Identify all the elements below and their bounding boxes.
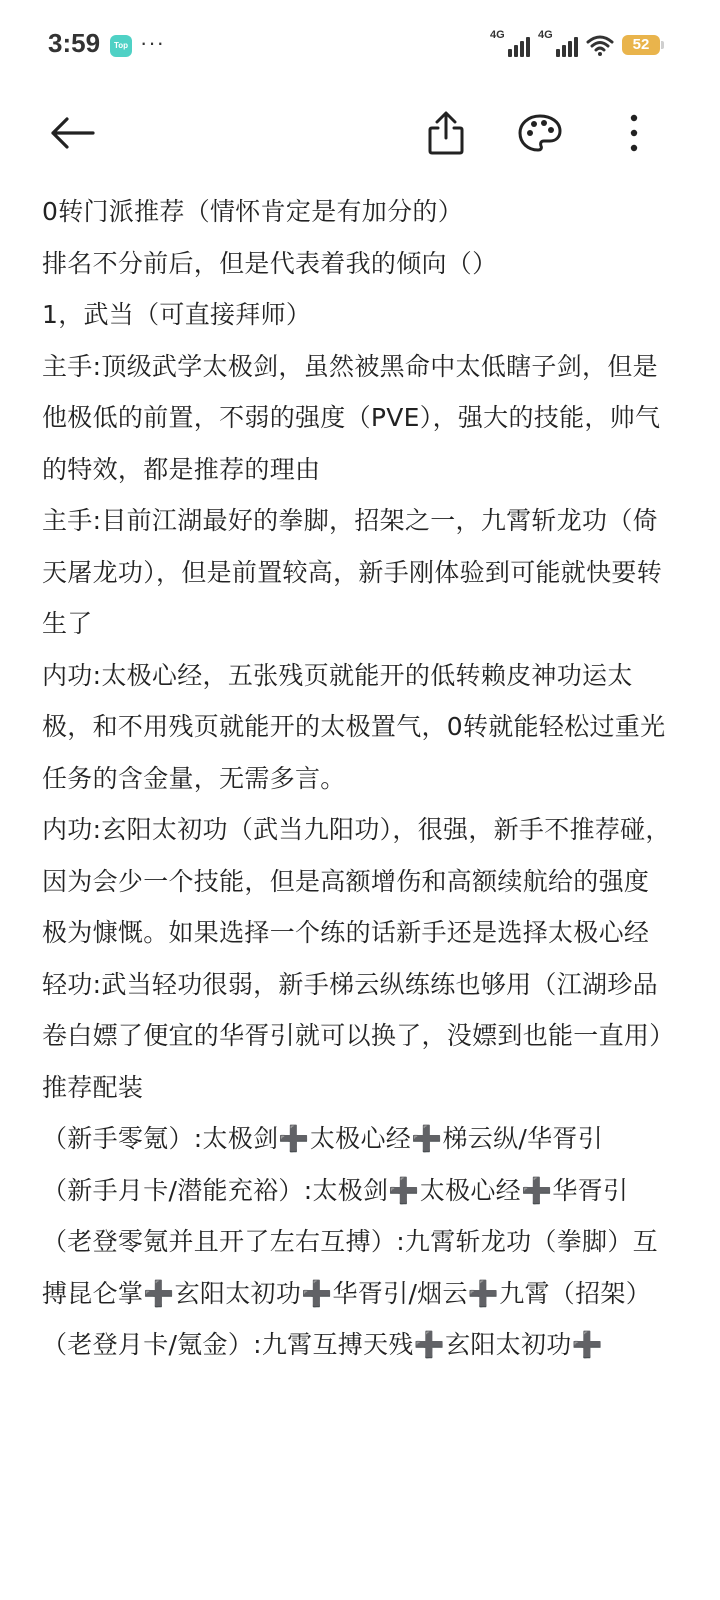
palette-icon bbox=[517, 113, 563, 153]
note-content[interactable] bbox=[42, 186, 675, 1371]
note-paragraph: （老登月卡/氪金）:九霄互搏天残➕玄阳太初功➕ bbox=[42, 1330, 604, 1359]
share-button[interactable] bbox=[420, 107, 472, 159]
note-paragraph: （新手月卡/潜能充裕）:太极剑➕太极心经➕华胥引 bbox=[42, 1175, 629, 1205]
note-paragraph: 内功:太极心经，五张残页就能开的低转赖皮神功运太极，和不用残页就能开的太极置气，0转就能轻松过重光任务的含金量，无需多言。 bbox=[42, 660, 666, 793]
wifi-icon bbox=[586, 33, 614, 57]
status-indicators bbox=[490, 29, 660, 58]
note-paragraph: 0转门派推荐（情怀肯定是有加分的） bbox=[42, 197, 464, 226]
more-options-button[interactable] bbox=[608, 107, 660, 159]
theme-button[interactable] bbox=[514, 107, 566, 159]
arrow-left-icon bbox=[49, 115, 95, 151]
note-paragraph: 轻功:武当轻功很弱，新手梯云纵练练也够用（江湖珍品卷白嫖了便宜的华胥引就可以换了，没嫖到也能一直用） bbox=[42, 969, 675, 1050]
signal-2-icon bbox=[538, 29, 578, 57]
note-paragraph: 推荐配装 bbox=[42, 1072, 144, 1102]
note-paragraph: 主手:目前江湖最好的拳脚，招架之一，九霄斩龙功（倚天屠龙功），但是前置较高，新手刚体验到可能就快要转生了 bbox=[42, 506, 663, 638]
status-time: 3:59 bbox=[48, 28, 101, 58]
back-button[interactable] bbox=[46, 107, 98, 159]
network-type-2: 4G bbox=[538, 29, 553, 41]
status-bar bbox=[0, 0, 720, 90]
note-paragraph: 排名不分前后，但是代表着我的倾向（） bbox=[42, 248, 498, 278]
note-paragraph: 1，武当（可直接拜师） bbox=[42, 300, 312, 329]
network-type-1: 4G bbox=[490, 29, 505, 41]
status-more-indicator: ··· bbox=[140, 30, 165, 55]
note-paragraph: 主手:顶级武学太极剑，虽然被黑命中太低瞎子剑，但是他极低的前置，不弱的强度（PVE），强大的技能，帅气的特效，都是推荐的理由 bbox=[42, 351, 661, 484]
note-paragraph: （新手零氪）:太极剑➕太极心经➕梯云纵/华胥引 bbox=[42, 1124, 604, 1153]
share-icon bbox=[426, 110, 466, 156]
toolbar bbox=[0, 95, 720, 170]
battery-icon: 52 bbox=[622, 35, 660, 55]
signal-1-icon bbox=[490, 29, 530, 57]
note-paragraph: （老登零氪并且开了左右互搏）:九霄斩龙功（拳脚）互搏昆仑掌➕玄阳太初功➕华胥引/烟云➕九霄（招架） bbox=[42, 1227, 658, 1308]
more-vertical-icon bbox=[628, 113, 640, 153]
note-paragraph: 内功:玄阳太初功（武当九阳功），很强，新手不推荐碰，因为会少一个技能，但是高额增伤和高额续航给的强度极为慷慨。如果选择一个练的话新手还是选择太极心经 bbox=[42, 815, 671, 947]
app-notification-icon: Top bbox=[110, 35, 132, 57]
